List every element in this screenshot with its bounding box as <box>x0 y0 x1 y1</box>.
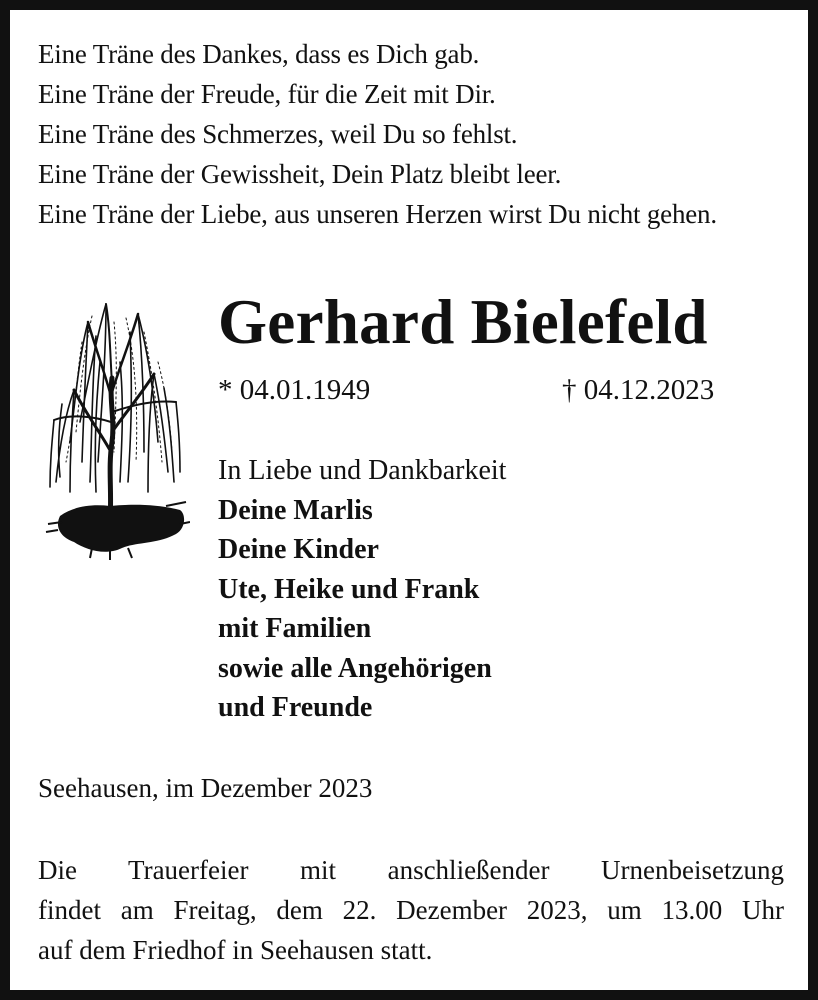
weeping-willow-icon <box>40 292 190 560</box>
poem-line: Eine Träne der Gewissheit, Dein Platz bleibt leer. <box>38 159 562 189</box>
deceased-name: Gerhard Bielefeld <box>218 287 708 357</box>
mourner-line: Deine Kinder <box>218 534 379 565</box>
mourner-line: sowie alle Angehörigen <box>218 652 492 684</box>
mourner-line: mit Familien <box>218 613 372 644</box>
poem-line: Eine Träne des Schmerzes, weil Du so fehlst. <box>38 119 518 149</box>
poem-line: Eine Träne des Dankes, dass es Dich gab. <box>38 39 480 69</box>
mourner-line: Ute, Heike und Frank <box>218 573 480 605</box>
funeral-notice <box>38 850 784 970</box>
notice-line: findet am Freitag, dem 22. Dezember 2023, um 13.00 Uhr <box>38 895 784 925</box>
memorial-poem <box>38 34 717 234</box>
death-date: † 04.12.2023 <box>562 374 715 406</box>
place-and-date: Seehausen, im Dezember 2023 <box>38 773 373 803</box>
birth-date: * 04.01.1949 <box>218 374 371 406</box>
poem-line: Eine Träne der Liebe, aus unseren Herzen wirst Du nicht gehen. <box>38 199 717 229</box>
poem-line: Eine Träne der Freude, für die Zeit mit Dir. <box>38 79 496 109</box>
notice-line: Die Trauerfeier mit anschließender Urnenbeisetzung <box>38 855 784 885</box>
notice-line: auf dem Friedhof in Seehausen statt. <box>38 935 433 965</box>
mourner-line: Deine Marlis <box>218 494 373 526</box>
signature-intro: In Liebe und Dankbarkeit <box>218 455 507 486</box>
mourner-line: und Freunde <box>218 692 373 723</box>
mourners-signature <box>218 451 506 728</box>
